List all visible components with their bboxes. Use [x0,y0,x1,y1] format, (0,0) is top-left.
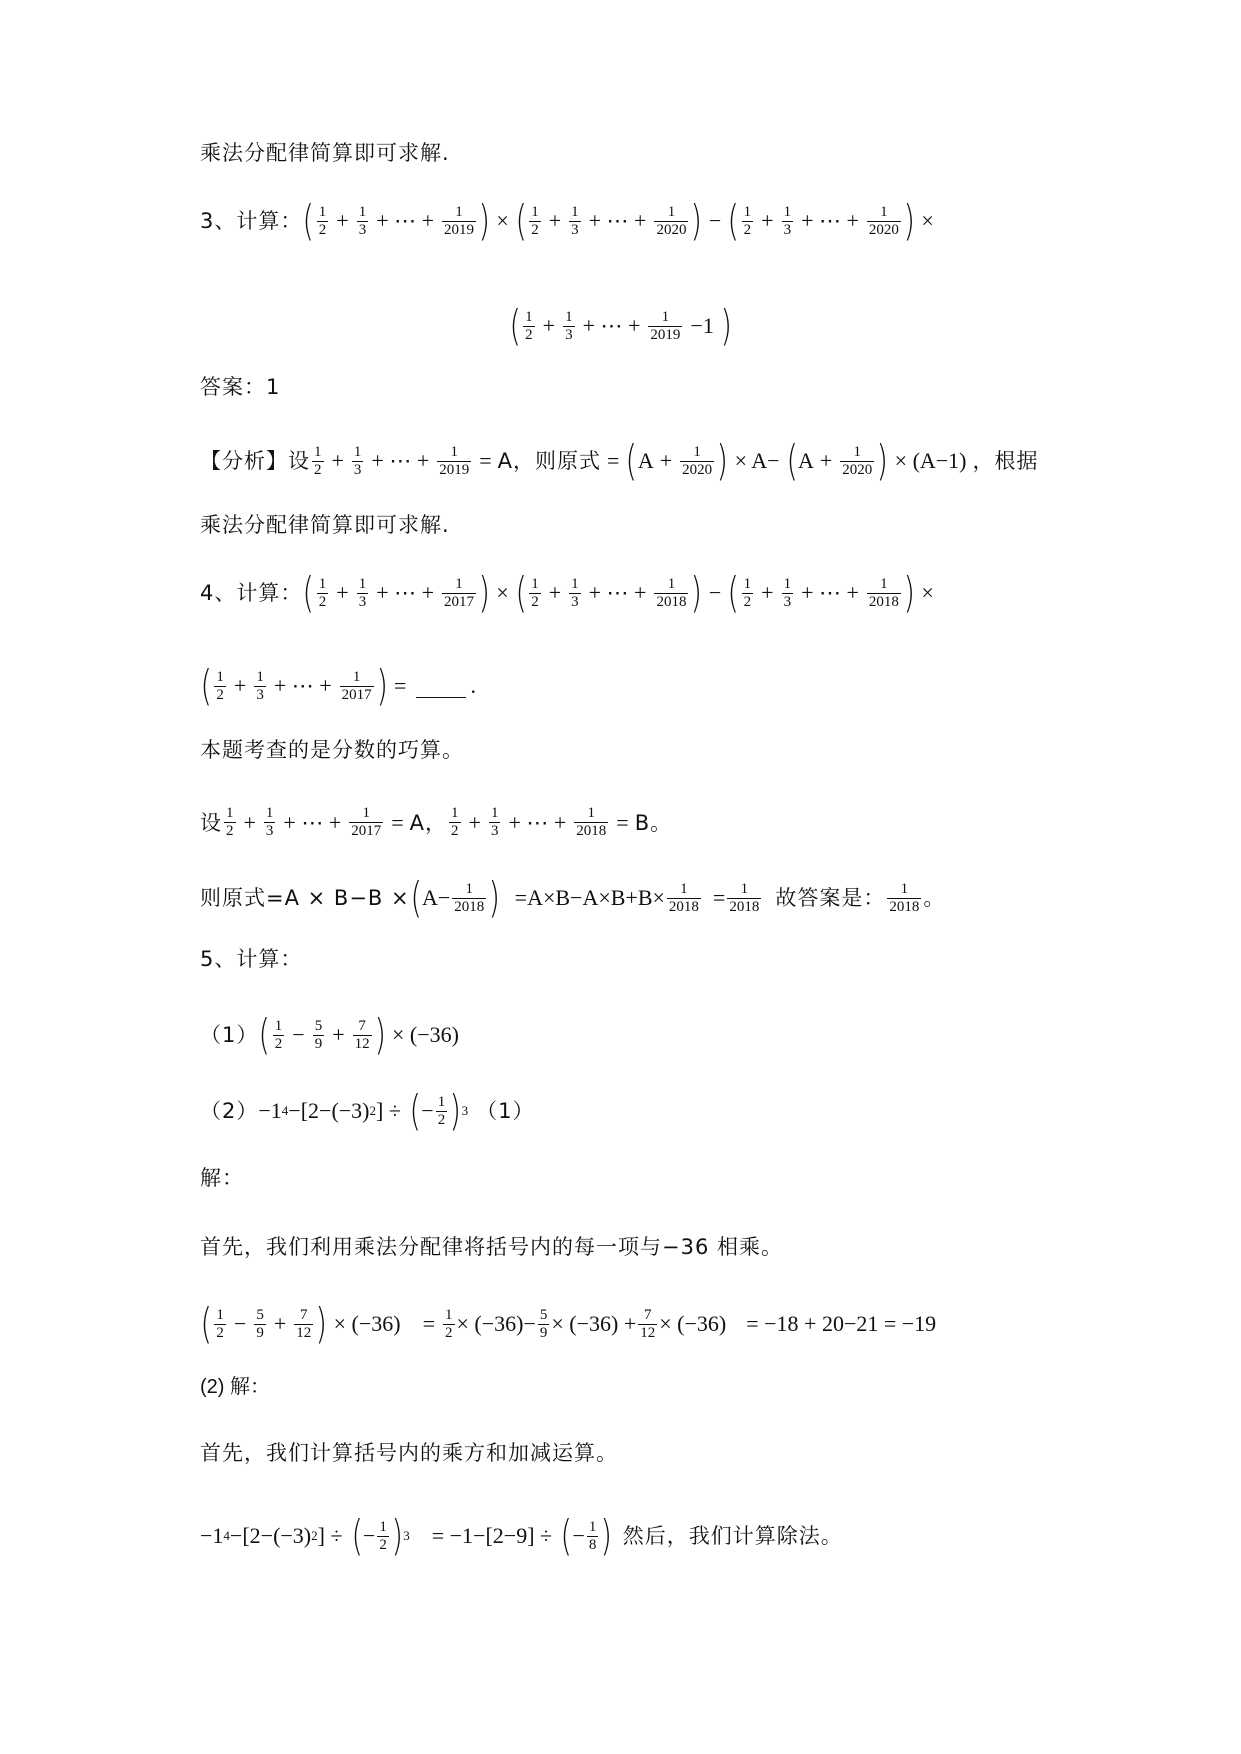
paren-close: ) [716,436,729,485]
orig-label: 则原式=A × B−B × [200,886,410,910]
calc-part: × (−36) [659,1311,727,1336]
operator: − [233,1311,247,1336]
fraction: $\frac{1}{2}$ [226,805,234,839]
fraction: $\frac{1}{2}$ [318,575,327,610]
fraction: $\frac{1}{2}$ [314,443,322,478]
answer-blank [416,675,466,698]
solution-label-line [200,1163,244,1193]
fraction: $\frac{1}{2018}$ [868,575,899,610]
step1-line [200,1232,783,1262]
operator: −1 [690,313,714,338]
exponent: 3 [403,1528,410,1543]
solution2-label: (2) 解： [200,1376,270,1398]
fraction: $\frac{7}{12}$ [296,1306,312,1341]
operator: + [336,580,349,605]
q2-mid: −[2−(−3) [288,1098,370,1123]
fraction: $\frac{1}{2}$ [525,308,533,343]
set-line [200,805,672,840]
paren-open: ( [258,1010,271,1059]
fraction: $\frac{1}{2}$ [216,1306,224,1341]
analysis-tail: ，根据 [972,449,1039,473]
operator: + ⋯ + [273,673,332,698]
operator: + [331,448,344,473]
operator: × (A−1) [894,448,967,473]
fraction: $\frac{1}{2020}$ [868,203,899,238]
fraction: $\frac{1}{2020}$ [656,203,687,238]
fraction: $\frac{1}{2}$ [445,1306,453,1341]
problem-3-line1 [200,196,940,245]
fraction: $\frac{1}{2}$ [216,668,224,703]
note-line [200,735,464,765]
variable: A [797,448,814,473]
fraction: $\frac{1}{3}$ [358,575,367,610]
fraction: $\frac{1}{8}$ [588,1518,597,1553]
fraction: $\frac{1}{2}$ [318,203,327,238]
paren-close: ) [876,436,889,485]
operator: + [542,313,556,338]
set-b: B。 [634,810,673,835]
original-line [200,873,946,922]
step1-text: 首先，我们利用乘法分配律将括号内的每一项与−36 相乘。 [200,1235,783,1259]
operator: = [607,448,620,473]
operator: × [496,580,509,605]
operator: + [336,208,349,233]
fraction: $\frac{1}{2018}$ [576,805,607,839]
problem-4-line1 [200,568,940,617]
paren-close: ) [391,1511,403,1560]
paren-open: ( [560,1511,573,1560]
problem-4-line2 [200,661,476,710]
operator: + [659,448,673,473]
fraction: $\frac{1}{2018}$ [656,575,687,610]
text-line [200,138,450,168]
problem-5-label-line [200,944,302,974]
calc1-line [200,1299,937,1348]
operator: + ⋯ + [376,580,435,605]
fraction: $\frac{1}{2}$ [451,805,459,839]
q2-ref: （1） [476,1099,535,1123]
paren-open: ( [727,196,740,245]
operator: + [761,208,774,233]
fraction: $\frac{1}{3}$ [256,668,264,703]
analysis-label: 【分析】设 [200,449,310,473]
fraction: $\frac{1}{2020}$ [842,443,873,478]
fraction: $\frac{1}{2017}$ [351,805,382,839]
paren-open: ( [410,873,422,922]
calc-part: × (−36)− [456,1311,536,1336]
paren-open: ( [200,661,212,710]
paren-close: ) [720,301,732,350]
operator: + [548,208,562,233]
paren-open: ( [515,196,527,245]
fraction: $\frac{5}{9}$ [314,1017,323,1052]
calc-part: = −1−[2−9] ÷ [431,1523,553,1548]
operator: − [362,1523,376,1548]
fraction: $\frac{1}{2019}$ [439,443,470,478]
fraction: $\frac{1}{2020}$ [682,443,713,478]
operator: × [921,580,934,605]
paren-close: ) [478,568,490,617]
fraction: $\frac{1}{2}$ [379,1518,387,1553]
set-label: 设 [200,810,222,835]
paren-close: ) [600,1511,613,1560]
fraction: $\frac{1}{2017}$ [444,575,475,610]
solution2-label-line [200,1372,270,1402]
paren-open: ( [409,1086,421,1135]
calc-text: 然后，我们计算除法。 [622,1524,843,1548]
paren-open: ( [786,436,798,485]
operator: + [273,1311,287,1336]
analysis-line [200,436,1039,485]
fraction: $\frac{1}{2018}$ [454,880,485,915]
fraction: $\frac{1}{3}$ [783,575,792,610]
operator: = [391,809,404,835]
operator: × [496,208,509,233]
operator: − [708,208,722,233]
problem-3-line2 [0,301,1241,350]
q1-tail: × (−36) [392,1022,459,1047]
paren-open: ( [515,568,527,617]
operator: + [233,673,247,698]
paren-close: ) [690,568,703,617]
operator: = [394,673,407,698]
fraction: $\frac{7}{12}$ [640,1306,656,1341]
calc-part: × (−36) [333,1311,401,1336]
operator: − [421,1098,434,1123]
fraction: $\frac{1}{2}$ [531,575,539,610]
fraction: $\frac{1}{2}$ [743,575,752,610]
paren-open: ( [302,568,315,617]
fraction: $\frac{5}{9}$ [256,1306,264,1341]
operator: + ⋯ + [508,809,567,835]
calc-part: ] ÷ [317,1523,343,1548]
operator: + [548,580,562,605]
fraction: $\frac{1}{2018}$ [889,880,920,915]
step2-line [200,1438,618,1468]
paren-close: ) [488,873,501,922]
operator: − [292,1022,305,1047]
fraction: $\frac{1}{2}$ [437,1093,446,1128]
q2-line: （2） −1 4 −[2−(−3) 2 ] ÷ ( − $\frac{1}{2}$ ) 3 （1） [200,1086,535,1135]
fraction: $\frac{5}{9}$ [539,1306,548,1341]
operator: × A− [734,448,780,473]
problem-label: 5、计算： [200,947,303,971]
calc-part: −[2−(−3) [229,1523,312,1548]
operator: − [708,580,722,605]
operator: + [468,809,481,835]
operator: − [572,1523,585,1548]
paren-open: ( [509,301,521,350]
variable: A [637,448,654,473]
operator: + [243,809,256,835]
answer-text: 答案：1 [200,375,281,399]
operator: + [761,580,774,605]
fraction: $\frac{1}{2018}$ [668,880,699,915]
paren-open: ( [727,568,740,617]
fraction: $\frac{1}{2017}$ [341,668,372,703]
calc-part: −1 [200,1523,224,1548]
paren-open: ( [350,1511,363,1560]
exponent: 3 [461,1103,469,1118]
end-mark: . [470,673,476,698]
operator: + ⋯ + [588,580,647,605]
q2-body: −1 [258,1098,282,1123]
paren-close: ) [376,661,388,710]
orig-end: 。 [923,886,946,910]
line-text: 乘法分配律简算即可求解. [200,513,450,537]
fraction: $\frac{1}{2018}$ [729,880,760,915]
q2-end: ] ÷ [376,1098,401,1123]
fraction: $\frac{1}{3}$ [565,308,573,343]
orig-eq: = [712,885,726,910]
operator: + ⋯ + [283,809,342,835]
variable: A− [421,885,451,910]
paren-close: ) [374,1010,386,1059]
fraction: $\frac{1}{2}$ [743,203,752,238]
line-text: 乘法分配律简算即可求解. [200,141,450,165]
paren-close: ) [449,1086,462,1135]
fraction: $\frac{1}{2019}$ [444,203,475,238]
calc-part: × (−36) + [551,1311,637,1336]
calc-result: = −18 + 20−21 = −19 [746,1311,937,1336]
operator: + ⋯ + [801,208,859,233]
fraction: $\frac{1}{3}$ [783,203,792,238]
fraction: $\frac{1}{2019}$ [650,308,681,343]
step2-text: 首先，我们计算括号内的乘方和加减运算。 [200,1441,618,1465]
q1-line [200,1010,459,1059]
operator: + ⋯ + [801,580,859,605]
set-a: A， [409,810,448,835]
operator: + [332,1022,345,1047]
operator: × [921,208,934,233]
note-text: 本题考查的是分数的巧算。 [200,738,464,762]
problem-label: 3、计算： [200,209,303,233]
operator: = [479,448,492,473]
paren-open: ( [200,1299,212,1348]
calc-part: = [422,1311,436,1336]
operator: + ⋯ + [371,448,430,473]
paren-open: ( [302,196,315,245]
paren-open: ( [625,436,638,485]
paren-close: ) [903,196,915,245]
analysis-text: A，则原式 [497,449,602,473]
answer-line [200,372,280,402]
fraction: $\frac{1}{3}$ [353,443,362,478]
operator: + ⋯ + [376,208,435,233]
fraction: $\frac{1}{3}$ [571,203,579,238]
fraction: $\frac{7}{12}$ [354,1017,370,1052]
operator: + [819,448,833,473]
fraction: $\frac{1}{3}$ [490,805,499,839]
q1-label: （1） [200,1023,259,1047]
orig-mid: =A×B−A×B+B× [514,885,665,910]
solution-label: 解： [200,1166,244,1190]
fraction: $\frac{1}{3}$ [358,203,367,238]
fraction: $\frac{1}{3}$ [265,805,274,839]
text-line [200,510,450,540]
orig-ans: 故答案是： [775,886,886,910]
paren-close: ) [478,196,490,245]
paren-close: ) [903,568,915,617]
paren-close: ) [690,196,703,245]
operator: + ⋯ + [582,313,641,338]
problem-label: 4、计算： [200,581,303,605]
paren-close: ) [315,1299,328,1348]
fraction: $\frac{1}{3}$ [571,575,579,610]
q2-label: （2） [200,1099,259,1123]
fraction: $\frac{1}{2}$ [531,203,539,238]
fraction: $\frac{1}{2}$ [274,1017,283,1052]
calc2-line: −1 4 −[2−(−3) 2 ] ÷ ( − $\frac{1}{2}$ ) 3 = −1−[2−9] ÷ ( − $\frac{1}{8}$ ) 然后，我们计算除法。 [200,1511,843,1560]
operator: + ⋯ + [588,208,647,233]
operator: = [616,809,629,835]
